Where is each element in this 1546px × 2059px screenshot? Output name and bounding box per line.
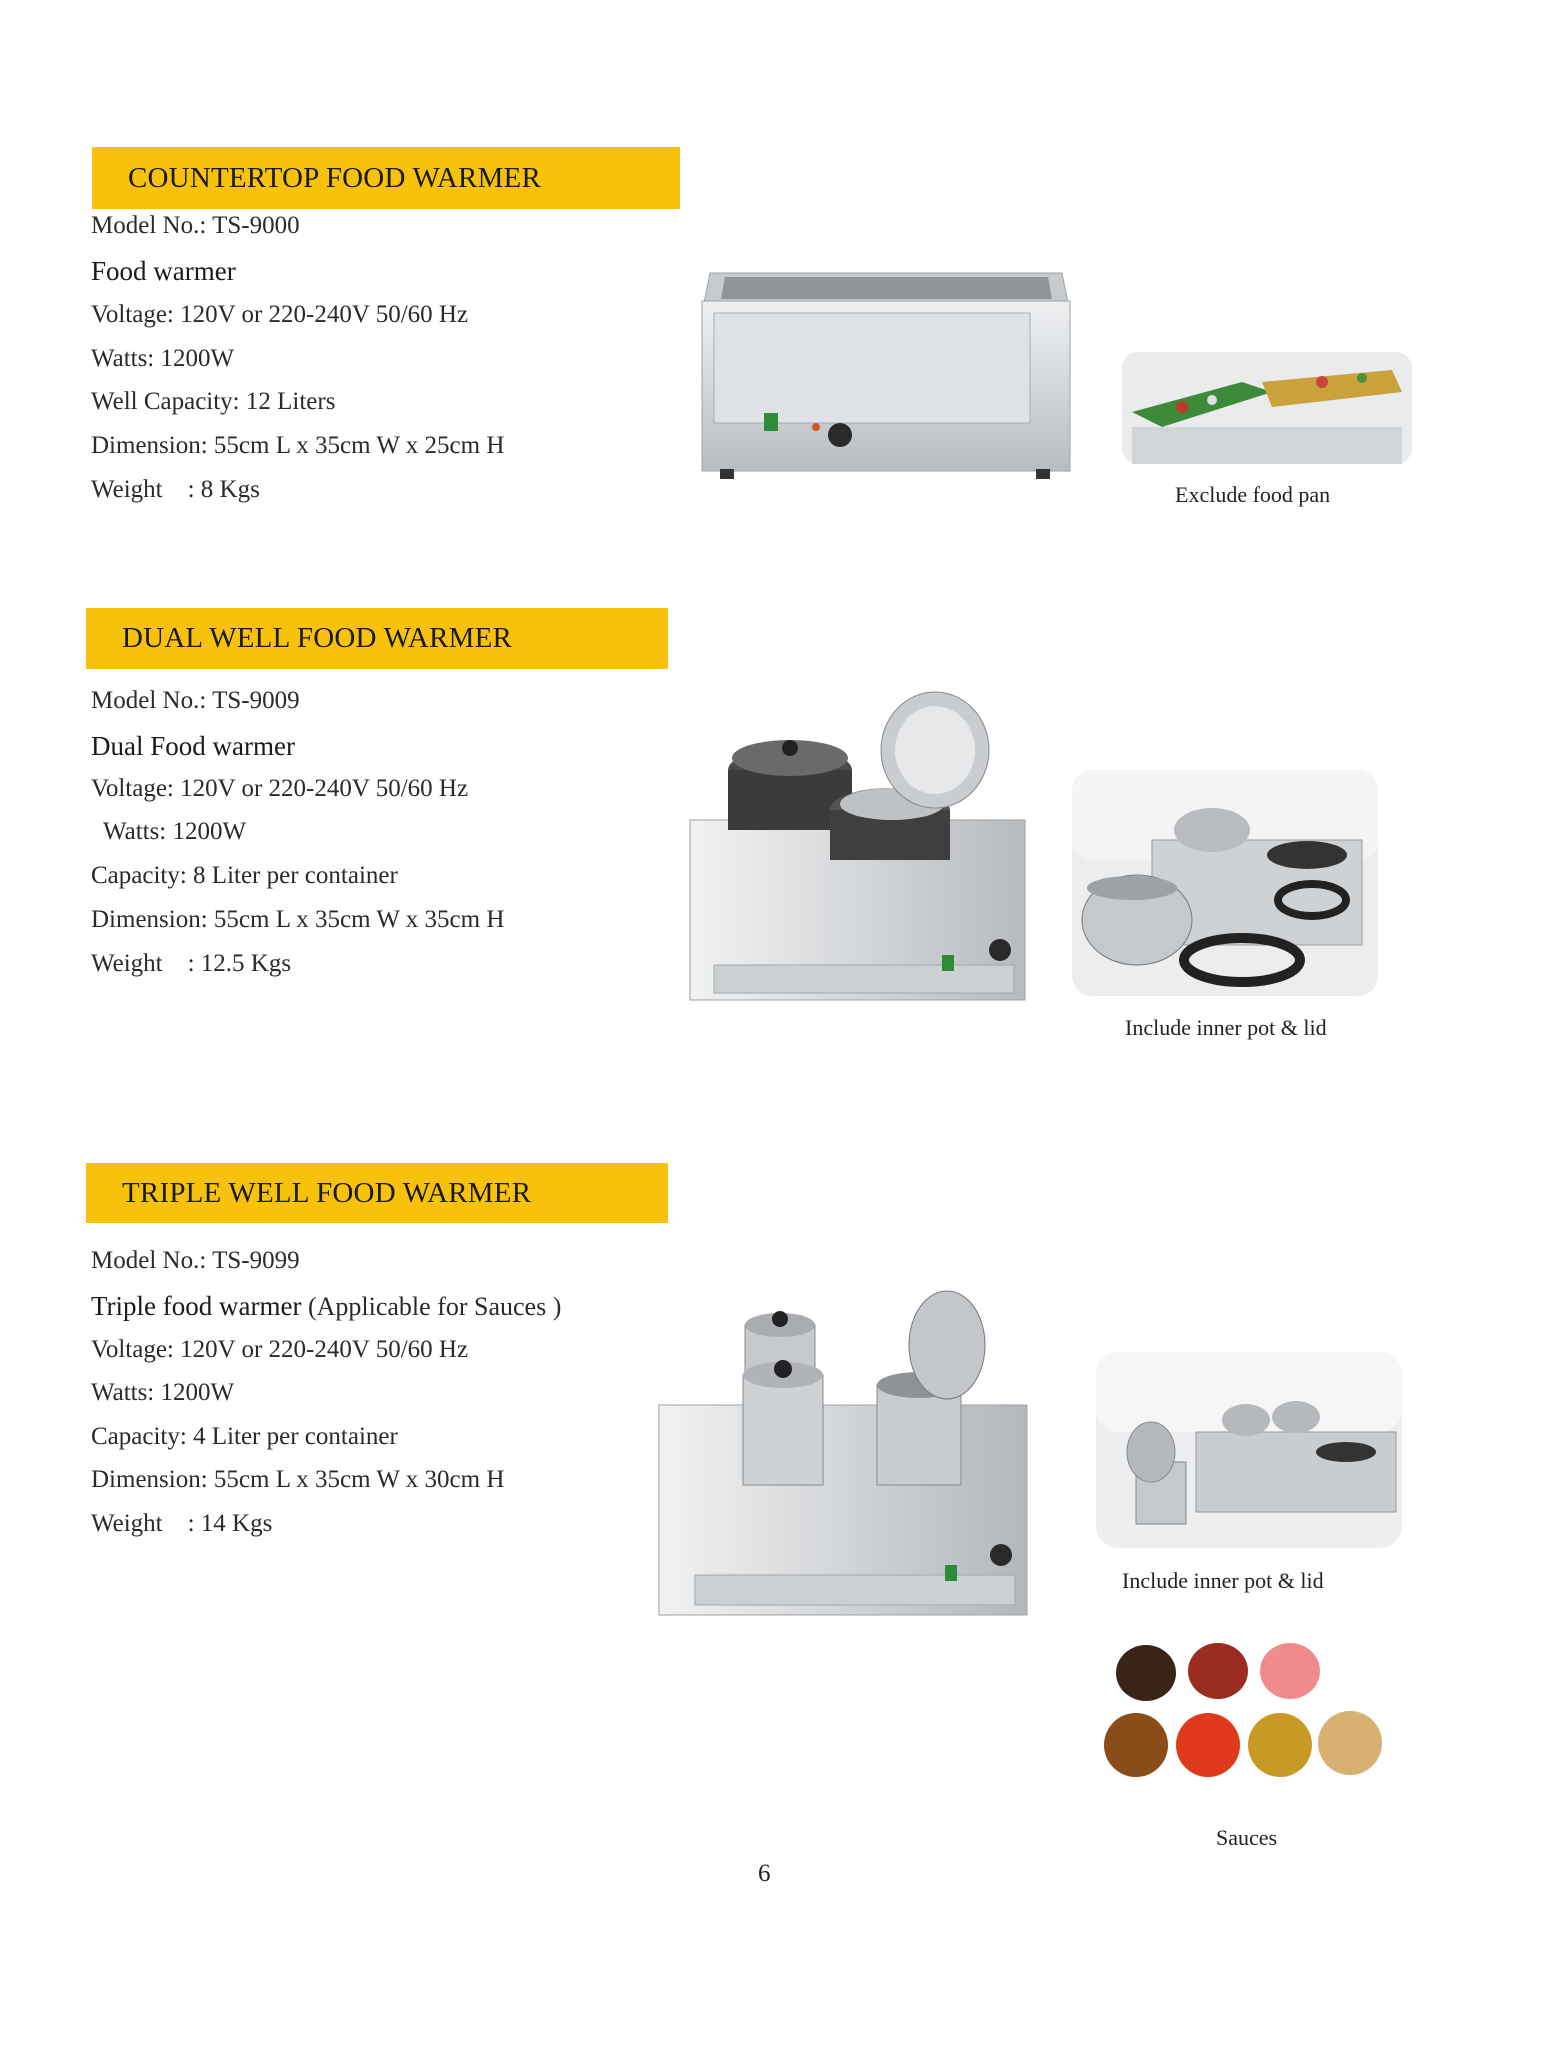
weight-spec: Weight : 8 Kgs	[91, 476, 260, 503]
triple-warmer-image	[655, 1285, 1035, 1625]
watts-spec: Watts: 1200W	[91, 345, 235, 372]
voltage-spec: Voltage: 120V or 220-240V 50/60 Hz	[91, 1336, 469, 1363]
heading-text: TRIPLE WELL FOOD WARMER	[122, 1176, 532, 1209]
dual-warmer-image	[680, 700, 1030, 1010]
sauces-photo	[1100, 1635, 1390, 1795]
weight-spec: Weight : 12.5 Kgs	[91, 950, 292, 977]
watts-spec: Watts: 1200W	[91, 1379, 235, 1406]
heading-text: COUNTERTOP FOOD WARMER	[128, 161, 542, 194]
triple-inner-pot-photo	[1096, 1352, 1402, 1548]
dimension-spec: Dimension: 55cm L x 35cm W x 30cm H	[91, 1466, 505, 1493]
watts-spec: Watts: 1200W	[103, 818, 247, 845]
capacity-spec: Capacity: 8 Liter per container	[91, 862, 398, 889]
caption-exclude-food-pan: Exclude food pan	[1175, 482, 1331, 507]
product-name-main: Triple food warmer	[91, 1291, 302, 1321]
section-heading-dual	[86, 608, 668, 669]
model-number: Model No.: TS-9009	[91, 687, 300, 714]
caption-include-inner-pot: Include inner pot & lid	[1125, 1015, 1327, 1040]
capacity-spec: Well Capacity: 12 Liters	[91, 388, 336, 415]
heading-text: DUAL WELL FOOD WARMER	[122, 622, 513, 654]
model-number: Model No.: TS-9099	[91, 1247, 300, 1274]
dimension-spec: Dimension: 55cm L x 35cm W x 25cm H	[91, 432, 505, 459]
caption-sauces: Sauces	[1216, 1825, 1278, 1850]
food-pan-photo	[1122, 352, 1412, 464]
voltage-spec: Voltage: 120V or 220-240V 50/60 Hz	[91, 775, 469, 802]
page-number: 6	[758, 1860, 771, 1887]
inner-pot-lid-photo	[1072, 770, 1378, 996]
countertop-warmer-image	[680, 255, 1080, 485]
capacity-spec: Capacity: 4 Liter per container	[91, 1423, 398, 1450]
product-name: Food warmer	[91, 256, 236, 286]
caption-include-inner-pot: Include inner pot & lid	[1122, 1568, 1324, 1593]
product-name: Dual Food warmer	[91, 731, 295, 761]
product-name-note: (Applicable for Sauces )	[301, 1292, 562, 1321]
weight-spec: Weight : 14 Kgs	[91, 1510, 273, 1537]
section-heading-triple	[86, 1163, 668, 1223]
model-number: Model No.: TS-9000	[91, 212, 300, 239]
dimension-spec: Dimension: 55cm L x 35cm W x 35cm H	[91, 906, 505, 933]
section-heading-countertop	[92, 147, 680, 209]
voltage-spec: Voltage: 120V or 220-240V 50/60 Hz	[91, 301, 469, 328]
product-name	[91, 1291, 561, 1322]
